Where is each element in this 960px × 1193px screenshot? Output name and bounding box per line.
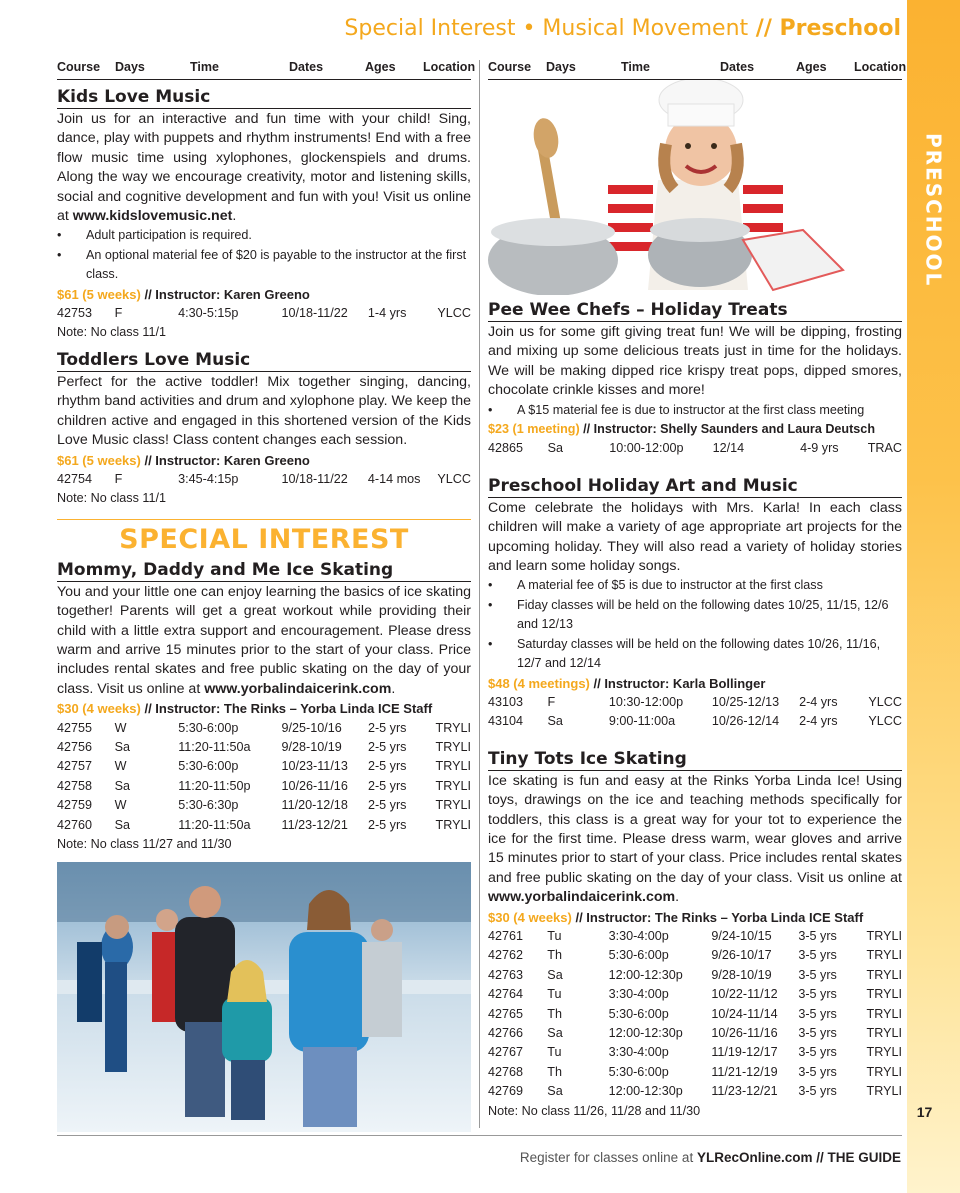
course-title: Pee Wee Chefs – Holiday Treats bbox=[488, 299, 902, 322]
table-row: 42763 Sa 12:00-12:30p 9/28-10/19 3-5 yrs TRYLI bbox=[488, 967, 902, 982]
course-note: Note: No class 11/1 bbox=[57, 491, 166, 506]
table-row: 42755 W 5:30-6:00p 9/25-10/16 2-5 yrs TRYLI bbox=[57, 720, 471, 735]
price-instructor bbox=[57, 285, 471, 304]
header-time: Time bbox=[190, 60, 219, 74]
footer-website-link[interactable]: YLRecOnline.com bbox=[696, 1150, 813, 1165]
right-column bbox=[488, 60, 907, 1121]
page-number: 17 bbox=[916, 1104, 933, 1120]
course-title: Mommy, Daddy and Me Ice Skating bbox=[57, 559, 471, 582]
table-row: 42769 Sa 12:00-12:30p 11/23-12/21 3-5 yrs TRYLI bbox=[488, 1084, 902, 1099]
header-dates: Dates bbox=[289, 60, 324, 74]
header-separator: // bbox=[748, 16, 780, 41]
website-link[interactable]: www.yorbalindaicerink.com bbox=[204, 680, 392, 697]
skating-photo-illustration bbox=[57, 862, 471, 1132]
header-course: Course bbox=[488, 60, 532, 74]
price-instructor bbox=[488, 674, 902, 693]
table-row: 42768 Th 5:30-6:00p 11/21-12/19 3-5 yrs TRYLI bbox=[488, 1064, 902, 1079]
course-toddlers-love-music bbox=[57, 349, 471, 509]
course-pee-wee-chefs bbox=[488, 299, 902, 459]
course-title: Kids Love Music bbox=[57, 86, 471, 109]
website-link[interactable]: www.kidslovemusic.net bbox=[72, 208, 233, 225]
header-dates: Dates bbox=[720, 60, 755, 74]
price: $61 (5 weeks) bbox=[57, 286, 141, 302]
header-ages: Ages bbox=[796, 60, 827, 74]
list-item: • Fiday classes will be held on the following dates 10/25, 11/15, 12/6 and 12/13 bbox=[488, 596, 902, 635]
schedule-table bbox=[57, 719, 471, 835]
header-time: Time bbox=[621, 60, 650, 74]
table-row: 42762 Th 5:30-6:00p 9/26-10/17 3-5 yrs TRYLI bbox=[488, 948, 902, 963]
header-audience: Preschool bbox=[779, 16, 901, 41]
header-days: Days bbox=[546, 60, 576, 74]
footer-rule bbox=[57, 1135, 902, 1136]
table-row: 42757 W 5:30-6:00p 10/23-11/13 2-5 yrs TRYLI bbox=[57, 759, 471, 774]
course-description: Perfect for the active toddler! Mix together singing, dancing, rhythm band activities and drum and xylophone play. We keep the children active and engaged in this shortened version of the Kids Love Music class! Class content changes each session. bbox=[57, 373, 471, 449]
header-category: Special Interest • Musical Movement bbox=[344, 16, 749, 41]
side-tab-label: PRESCHOOL bbox=[921, 132, 946, 288]
price: $23 (1 meeting) bbox=[488, 422, 580, 437]
instructor: // Instructor: Karla Bollinger bbox=[589, 675, 766, 691]
course-description: Join us for an interactive and fun time with your child! Sing, dance, play with puppets and rhythm instruments! End with a free flow music time using xylophones, glockenspiels and drums. Along the way we encourage creativity, motor and listening skills, social and cognitive development and fun with you! Visit us online at www.kidslovemusic.net. bbox=[57, 111, 471, 225]
table-row: 42865 Sa 10:00-12:00p 12/14 4-9 yrs TRAC bbox=[488, 441, 902, 456]
schedule-table bbox=[488, 927, 902, 1102]
header-location: Location bbox=[423, 60, 476, 74]
instructor: // Instructor: Karen Greeno bbox=[140, 286, 310, 302]
course-title: Preschool Holiday Art and Music bbox=[488, 475, 902, 498]
instructor: // Instructor: Shelly Saunders and Laura Deutsch bbox=[579, 422, 876, 437]
course-note: Note: No class 11/27 and 11/30 bbox=[57, 837, 232, 851]
column-headers bbox=[488, 60, 907, 80]
header-days: Days bbox=[115, 60, 145, 74]
child-chef-photo bbox=[488, 80, 902, 295]
table-row: 42761 Tu 3:30-4:00p 9/24-10/15 3-5 yrs TRYLI bbox=[488, 928, 902, 943]
course-description: You and your little one can enjoy learning the basics of ice skating together! Parents will get a great workout while providing their child with a little extra support and encouragement. Please dress warm and arrive 15 minutes prior to the start of your class. Price includes rental skates and free public skating on the day of your class. Visit us online at www.yorbalindaicerink.com. bbox=[57, 583, 471, 697]
table-row: 42753 F 4:30-5:15p 10/18-11/22 1-4 yrs YLCC bbox=[57, 306, 471, 321]
list-item: • Saturday classes will be held on the following dates 10/26, 11/16, 12/7 and 12/14 bbox=[488, 635, 902, 674]
table-row: 42758 Sa 11:20-11:50p 10/26-11/16 2-5 yrs TRYLI bbox=[57, 778, 471, 793]
course-notes-list bbox=[488, 576, 902, 673]
price: $30 (4 weeks) bbox=[488, 909, 572, 925]
page-footer: Register for classes online at YLRecOnline.com // THE GUIDE bbox=[519, 1150, 901, 1165]
header-location: Location bbox=[854, 60, 907, 74]
instructor: // Instructor: The Rinks – Yorba Linda ICE Staff bbox=[140, 701, 433, 717]
list-item: • Adult participation is required. bbox=[57, 226, 471, 245]
table-row: 42759 W 5:30-6:30p 11/20-12/18 2-5 yrs TRYLI bbox=[57, 798, 471, 813]
list-item: • A material fee of $5 is due to instructor at the first class bbox=[488, 576, 902, 595]
list-item: • An optional material fee of $20 is payable to the instructor at the first class. bbox=[57, 246, 471, 285]
course-notes-list bbox=[488, 401, 902, 420]
price: $30 (4 weeks) bbox=[57, 701, 141, 717]
page-header bbox=[344, 16, 901, 41]
section-heading: SPECIAL INTEREST bbox=[57, 519, 471, 557]
ice-skating-family-photo bbox=[57, 862, 471, 1132]
list-item: • A $15 material fee is due to instructor at the first class meeting bbox=[488, 401, 902, 420]
column-divider bbox=[479, 60, 480, 1128]
table-row: 42760 Sa 11:20-11:50a 11/23-12/21 2-5 yrs TRYLI bbox=[57, 817, 471, 832]
price-instructor bbox=[57, 699, 471, 718]
course-note: Note: No class 11/1 bbox=[57, 325, 166, 340]
course-kids-love-music bbox=[57, 86, 471, 343]
course-description: Come celebrate the holidays with Mrs. Karla! In each class children will make a variety of age appropriate art projects for the upcoming holiday. They will also read a variety of holiday stories and learn some holiday songs. bbox=[488, 499, 902, 575]
table-row: 42754 F 3:45-4:15p 10/18-11/22 4-14 mos YLCC bbox=[57, 471, 471, 486]
course-notes-list bbox=[57, 226, 471, 284]
footer-guide-label: // THE GUIDE bbox=[812, 1150, 901, 1165]
instructor: // Instructor: Karen Greeno bbox=[140, 452, 310, 468]
table-row: 42767 Tu 3:30-4:00p 11/19-12/17 3-5 yrs TRYLI bbox=[488, 1045, 902, 1060]
course-title: Tiny Tots Ice Skating bbox=[488, 748, 902, 771]
table-row: 43103 F 10:30-12:00p 10/25-12/13 2-4 yrs YLCC bbox=[488, 694, 902, 709]
course-preschool-holiday-art bbox=[488, 475, 902, 732]
table-row: 42756 Sa 11:20-11:50a 9/28-10/19 2-5 yrs TRYLI bbox=[57, 739, 471, 754]
column-headers bbox=[57, 60, 476, 80]
table-row: 42766 Sa 12:00-12:30p 10/26-11/16 3-5 yrs TRYLI bbox=[488, 1026, 902, 1040]
course-title: Toddlers Love Music bbox=[57, 349, 471, 372]
course-note: Note: No class 11/26, 11/28 and 11/30 bbox=[488, 1103, 701, 1118]
header-ages: Ages bbox=[365, 60, 396, 74]
course-description: Ice skating is fun and easy at the Rinks Yorba Linda Ice! Using toys, drawings on the ice and teaching methods specifically for toddlers, this class is a great way for your tot to experience the ice for the first time. Please dress warm, wear gloves and arrive 15 minutes prior to start of your class. Price includes rental skates and free public skating on the day of your class. Visit us online at www.yorbalindaicerink.com. bbox=[488, 772, 902, 906]
table-row: 43104 Sa 9:00-11:00a 10/26-12/14 2-4 yrs YLCC bbox=[488, 714, 902, 729]
course-mommy-daddy-ice-skating bbox=[57, 559, 471, 855]
website-link[interactable]: www.yorbalindaicerink.com bbox=[488, 889, 676, 906]
price-instructor bbox=[488, 420, 902, 439]
price: $48 (4 meetings) bbox=[488, 675, 590, 691]
chef-photo-illustration bbox=[488, 80, 902, 295]
header-course: Course bbox=[57, 60, 101, 74]
instructor: // Instructor: The Rinks – Yorba Linda ICE Staff bbox=[571, 909, 864, 925]
course-description: Join us for some gift giving treat fun! We will be dipping, frosting and mixing up some delicious treats just in time for the holidays. We will be making dipped rice krispy treat pops, dipped smores, chocolate crinkle kisses and more! bbox=[488, 324, 902, 399]
section-side-tab bbox=[907, 132, 960, 288]
left-column bbox=[57, 60, 476, 1132]
price-instructor bbox=[488, 908, 902, 927]
table-row: 42764 Tu 3:30-4:00p 10/22-11/12 3-5 yrs TRYLI bbox=[488, 987, 902, 1002]
course-tiny-tots-ice-skating bbox=[488, 748, 902, 1121]
price: $61 (5 weeks) bbox=[57, 452, 141, 468]
price-instructor bbox=[57, 451, 471, 470]
table-row: 42765 Th 5:30-6:00p 10/24-11/14 3-5 yrs TRYLI bbox=[488, 1006, 902, 1021]
